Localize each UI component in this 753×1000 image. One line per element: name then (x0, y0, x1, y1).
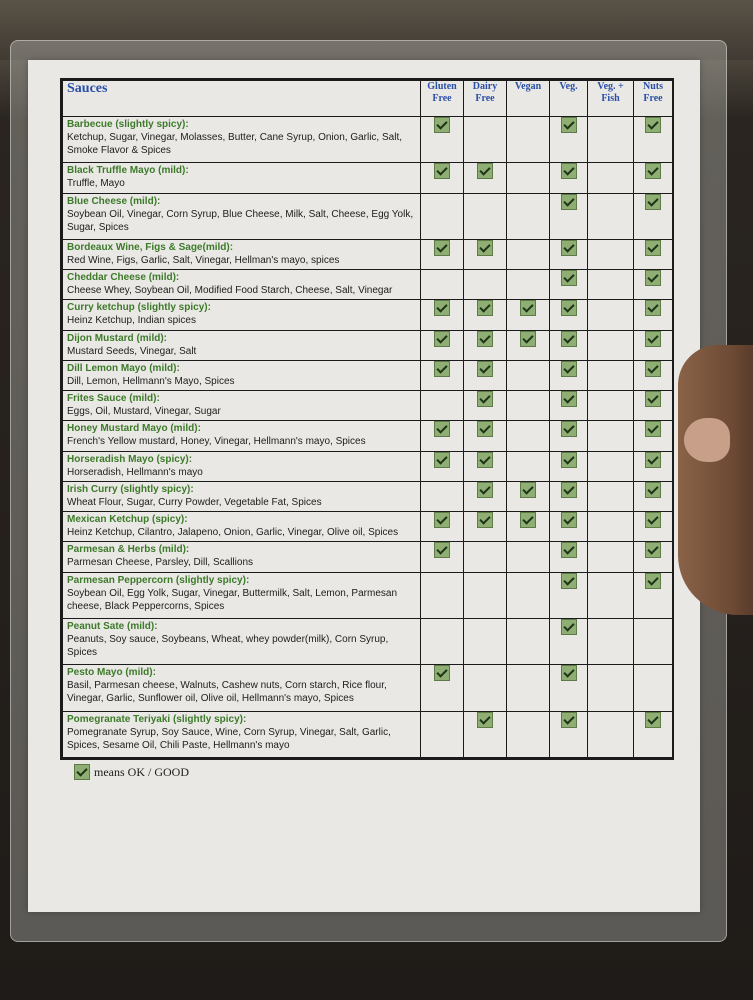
sauce-cell (63, 572, 421, 618)
check-cell (421, 270, 464, 300)
table-row (63, 117, 673, 163)
sauce-ingredients: Red Wine, Figs, Garlic, Salt, Vinegar, Hellman's mayo, spices (67, 254, 340, 266)
checkbox-icon (434, 117, 450, 133)
sauce-name: Dill Lemon Mayo (mild): (67, 362, 180, 374)
check-cell (464, 300, 507, 330)
checkbox-icon (477, 391, 493, 407)
checkbox-icon (561, 573, 577, 589)
sauce-name: Cheddar Cheese (mild): (67, 272, 180, 284)
check-cell (634, 572, 673, 618)
check-cell (588, 239, 634, 269)
check-cell (634, 542, 673, 572)
table-row (63, 239, 673, 269)
checkbox-icon (434, 512, 450, 528)
hand (678, 345, 753, 615)
table-row (63, 512, 673, 542)
check-cell (634, 512, 673, 542)
check-cell (421, 618, 464, 664)
checkbox-icon (645, 712, 661, 728)
check-cell (634, 300, 673, 330)
check-cell (550, 451, 588, 481)
sauce-rows (63, 117, 673, 758)
sauce-cell (63, 542, 421, 572)
check-cell (588, 193, 634, 239)
sauce-name: Pomegranate Teriyaki (slightly spicy): (67, 713, 247, 725)
col-vegan: Vegan (507, 81, 550, 117)
sauce-cell (63, 239, 421, 269)
check-cell (507, 330, 550, 360)
sauce-ingredients: Heinz Ketchup, Indian spices (67, 315, 196, 327)
sauce-name: Peanut Sate (mild): (67, 620, 158, 632)
check-cell (464, 421, 507, 451)
sauce-ingredients: French's Yellow mustard, Honey, Vinegar, Hellmann's mayo, Spices (67, 436, 366, 448)
checkbox-icon (645, 361, 661, 377)
checkbox-icon (561, 331, 577, 347)
checkbox-icon (434, 300, 450, 316)
sauce-ingredients: Mustard Seeds, Vinegar, Salt (67, 345, 197, 357)
checkbox-icon (561, 542, 577, 558)
check-cell (464, 572, 507, 618)
sauce-cell (63, 618, 421, 664)
check-cell (464, 391, 507, 421)
check-cell (507, 711, 550, 757)
check-cell (464, 665, 507, 711)
check-cell (550, 193, 588, 239)
checkbox-icon (434, 331, 450, 347)
check-cell (550, 711, 588, 757)
check-cell (421, 163, 464, 193)
col-gluten-free: Gluten Free (421, 81, 464, 117)
checkbox-icon (645, 117, 661, 133)
check-cell (421, 451, 464, 481)
check-cell (421, 542, 464, 572)
check-cell (507, 451, 550, 481)
sauce-ingredients: Wheat Flour, Sugar, Curry Powder, Vegetable Fat, Spices (67, 496, 322, 508)
sauce-cell (63, 270, 421, 300)
check-cell (507, 572, 550, 618)
sauce-ingredients: Pomegranate Syrup, Soy Sauce, Wine, Corn Syrup, Vinegar, Salt, Garlic, Spices, Sesame Oil, Chili Paste, Hellmann's mayo (67, 726, 391, 751)
check-cell (550, 665, 588, 711)
thumbnail (684, 418, 730, 462)
sauce-ingredients: Heinz Ketchup, Cilantro, Jalapeno, Onion, Garlic, Vinegar, Olive oil, Spices (67, 527, 399, 539)
checkbox-icon (561, 270, 577, 286)
checkbox-icon (520, 512, 536, 528)
sauce-table (62, 80, 673, 758)
table-row (63, 330, 673, 360)
check-cell (421, 665, 464, 711)
check-cell (634, 163, 673, 193)
checkbox-icon (561, 163, 577, 179)
sauce-cell (63, 711, 421, 757)
table-row (63, 193, 673, 239)
sauce-name: Parmesan Peppercorn (slightly spicy): (67, 574, 250, 586)
sauce-name: Dijon Mustard (mild): (67, 332, 167, 344)
sauce-name: Irish Curry (slightly spicy): (67, 483, 194, 495)
check-cell (588, 391, 634, 421)
checkbox-icon (561, 452, 577, 468)
check-cell (507, 618, 550, 664)
check-cell (588, 572, 634, 618)
checkbox-icon (645, 331, 661, 347)
check-cell (550, 618, 588, 664)
checkbox-icon (434, 163, 450, 179)
check-cell (507, 391, 550, 421)
sauces-heading: Sauces (63, 81, 421, 117)
check-cell (550, 391, 588, 421)
sauce-table-frame (60, 78, 674, 760)
check-cell (634, 391, 673, 421)
check-cell (550, 421, 588, 451)
sauce-ingredients: Horseradish, Hellmann's mayo (67, 466, 203, 478)
check-cell (421, 193, 464, 239)
checkbox-icon (520, 331, 536, 347)
check-cell (464, 481, 507, 511)
check-cell (588, 360, 634, 390)
check-cell (588, 512, 634, 542)
checkbox-icon (561, 117, 577, 133)
table-row (63, 451, 673, 481)
table-row (63, 391, 673, 421)
checkbox-icon (434, 665, 450, 681)
checkbox-icon (477, 163, 493, 179)
sauce-name: Blue Cheese (mild): (67, 195, 161, 207)
legend (74, 764, 189, 780)
checkbox-icon (645, 573, 661, 589)
sauce-name: Frites Sauce (mild): (67, 393, 160, 405)
check-cell (507, 360, 550, 390)
sauce-ingredients: Eggs, Oil, Mustard, Vinegar, Sugar (67, 406, 221, 418)
table-row (63, 360, 673, 390)
check-cell (464, 330, 507, 360)
checkbox-icon (645, 482, 661, 498)
check-cell (507, 512, 550, 542)
checkbox-icon (477, 512, 493, 528)
check-cell (588, 618, 634, 664)
sauce-cell (63, 360, 421, 390)
sauce-ingredients: Soybean Oil, Egg Yolk, Sugar, Vinegar, Buttermilk, Salt, Lemon, Parmesan cheese, Black Peppercorns, Spices (67, 587, 398, 612)
sauce-cell (63, 300, 421, 330)
table-row (63, 270, 673, 300)
check-cell (634, 117, 673, 163)
checkbox-icon (561, 361, 577, 377)
table-header-row (63, 81, 673, 117)
check-cell (634, 421, 673, 451)
check-cell (588, 421, 634, 451)
checkbox-icon (645, 542, 661, 558)
sauce-name: Honey Mustard Mayo (mild): (67, 423, 201, 435)
checkbox-icon (434, 542, 450, 558)
table-row (63, 163, 673, 193)
checkbox-icon (645, 194, 661, 210)
checkbox-icon (645, 452, 661, 468)
check-cell (588, 163, 634, 193)
sauce-cell (63, 391, 421, 421)
check-cell (550, 270, 588, 300)
check-cell (550, 163, 588, 193)
check-cell (634, 451, 673, 481)
sauce-ingredients: Peanuts, Soy sauce, Soybeans, Wheat, whey powder(milk), Corn Syrup, Spices (67, 633, 389, 658)
check-cell (588, 117, 634, 163)
checkbox-icon (561, 665, 577, 681)
check-cell (550, 239, 588, 269)
sauce-name: Barbecue (slightly spicy): (67, 119, 189, 130)
table-row (63, 618, 673, 664)
sauce-name: Curry ketchup (slightly spicy): (67, 302, 211, 314)
checkbox-icon (645, 240, 661, 256)
checkbox-icon (645, 391, 661, 407)
sauce-cell (63, 481, 421, 511)
col-veg-fish: Veg. + Fish (588, 81, 634, 117)
col-veg: Veg. (550, 81, 588, 117)
checkbox-icon (477, 452, 493, 468)
check-cell (588, 330, 634, 360)
checkbox-icon (520, 300, 536, 316)
sauce-cell (63, 665, 421, 711)
check-cell (421, 481, 464, 511)
check-cell (507, 542, 550, 572)
checkbox-icon (477, 361, 493, 377)
checkbox-icon (561, 300, 577, 316)
checkbox-icon (477, 421, 493, 437)
check-cell (421, 711, 464, 757)
check-cell (464, 512, 507, 542)
checkbox-icon (561, 712, 577, 728)
sauce-ingredients: Ketchup, Sugar, Vinegar, Molasses, Butter, Cane Syrup, Onion, Garlic, Salt, Smoke Flavor & Spices (67, 132, 402, 156)
check-cell (464, 270, 507, 300)
sauce-cell (63, 451, 421, 481)
sauce-ingredients: Cheese Whey, Soybean Oil, Modified Food Starch, Cheese, Salt, Vinegar (67, 285, 393, 297)
sauce-cell (63, 163, 421, 193)
check-cell (507, 193, 550, 239)
check-cell (507, 270, 550, 300)
check-cell (550, 572, 588, 618)
checkbox-icon (477, 300, 493, 316)
check-cell (634, 665, 673, 711)
checkbox-icon (74, 764, 90, 780)
check-cell (634, 360, 673, 390)
check-cell (464, 193, 507, 239)
checkbox-icon (561, 619, 577, 635)
check-cell (588, 542, 634, 572)
table-row (63, 421, 673, 451)
checkbox-icon (645, 300, 661, 316)
check-cell (421, 572, 464, 618)
checkbox-icon (434, 361, 450, 377)
checkbox-icon (434, 421, 450, 437)
checkbox-icon (434, 240, 450, 256)
check-cell (634, 270, 673, 300)
sauce-ingredients: Truffle, Mayo (67, 178, 125, 190)
sauce-ingredients: Dill, Lemon, Hellmann's Mayo, Spices (67, 375, 235, 387)
check-cell (421, 239, 464, 269)
check-cell (634, 618, 673, 664)
check-cell (507, 665, 550, 711)
checkbox-icon (561, 512, 577, 528)
checkbox-icon (645, 163, 661, 179)
sauce-name: Bordeaux Wine, Figs & Sage(mild): (67, 241, 234, 253)
sauce-cell (63, 193, 421, 239)
sauce-name: Parmesan & Herbs (mild): (67, 544, 190, 556)
checkbox-icon (520, 482, 536, 498)
sauce-cell (63, 330, 421, 360)
check-cell (464, 117, 507, 163)
sauce-cell (63, 117, 421, 163)
sauce-name: Pesto Mayo (mild): (67, 667, 156, 679)
checkbox-icon (645, 421, 661, 437)
table-row (63, 572, 673, 618)
check-cell (507, 117, 550, 163)
sauce-cell (63, 421, 421, 451)
check-cell (634, 711, 673, 757)
check-cell (507, 421, 550, 451)
col-nuts-free: Nuts Free (634, 81, 673, 117)
check-cell (550, 300, 588, 330)
check-cell (464, 239, 507, 269)
check-cell (634, 239, 673, 269)
check-cell (550, 117, 588, 163)
table-row (63, 481, 673, 511)
table-row (63, 665, 673, 711)
check-cell (507, 163, 550, 193)
check-cell (421, 360, 464, 390)
sauce-name: Mexican Ketchup (spicy): (67, 514, 188, 526)
check-cell (464, 542, 507, 572)
check-cell (507, 300, 550, 330)
check-cell (588, 481, 634, 511)
table-row (63, 711, 673, 757)
sauce-name: Black Truffle Mayo (mild): (67, 165, 189, 177)
table-row (63, 542, 673, 572)
check-cell (421, 512, 464, 542)
check-cell (588, 300, 634, 330)
check-cell (550, 512, 588, 542)
check-cell (550, 481, 588, 511)
check-cell (464, 163, 507, 193)
check-cell (464, 360, 507, 390)
checkbox-icon (477, 482, 493, 498)
check-cell (588, 711, 634, 757)
check-cell (550, 330, 588, 360)
check-cell (588, 451, 634, 481)
sauce-name: Horseradish Mayo (spicy): (67, 453, 193, 465)
check-cell (588, 665, 634, 711)
legend-text: means OK / GOOD (94, 764, 189, 779)
checkbox-icon (645, 270, 661, 286)
checkbox-icon (645, 512, 661, 528)
table-row (63, 300, 673, 330)
check-cell (588, 270, 634, 300)
checkbox-icon (561, 240, 577, 256)
checkbox-icon (561, 391, 577, 407)
checkbox-icon (477, 240, 493, 256)
checkbox-icon (477, 712, 493, 728)
sauce-ingredients: Soybean Oil, Vinegar, Corn Syrup, Blue Cheese, Milk, Salt, Cheese, Egg Yolk, Sugar, Spices (67, 208, 414, 233)
check-cell (421, 117, 464, 163)
check-cell (507, 239, 550, 269)
check-cell (421, 330, 464, 360)
check-cell (464, 618, 507, 664)
checkbox-icon (561, 194, 577, 210)
check-cell (507, 481, 550, 511)
check-cell (550, 360, 588, 390)
check-cell (421, 391, 464, 421)
check-cell (634, 481, 673, 511)
check-cell (464, 451, 507, 481)
checkbox-icon (434, 452, 450, 468)
checkbox-icon (561, 482, 577, 498)
col-dairy-free: Dairy Free (464, 81, 507, 117)
check-cell (421, 421, 464, 451)
check-cell (464, 711, 507, 757)
sauce-ingredients: Basil, Parmesan cheese, Walnuts, Cashew nuts, Corn starch, Rice flour, Vinegar, Garlic, Sunflower oil, Olive oil, Hellmann's mayo, Spices (67, 680, 387, 705)
checkbox-icon (561, 421, 577, 437)
check-cell (421, 300, 464, 330)
sauce-ingredients: Parmesan Cheese, Parsley, Dill, Scallions (67, 557, 254, 569)
check-cell (634, 330, 673, 360)
check-cell (550, 542, 588, 572)
checkbox-icon (477, 331, 493, 347)
check-cell (634, 193, 673, 239)
sauce-cell (63, 512, 421, 542)
